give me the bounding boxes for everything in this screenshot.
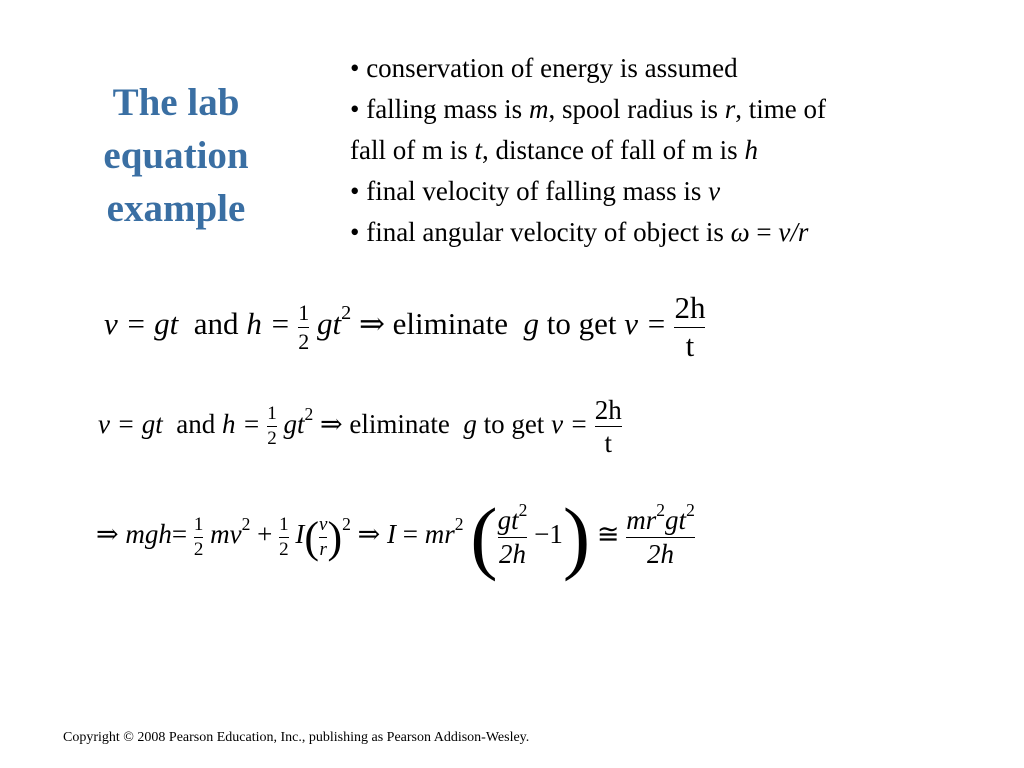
exponent: 2 xyxy=(454,514,464,535)
eq-v-gt: v = gt xyxy=(98,409,163,440)
right-paren: ) xyxy=(327,512,343,562)
eq-mr: mr xyxy=(424,519,455,550)
var-h: h xyxy=(744,135,758,165)
bullet-velocity xyxy=(350,171,990,212)
var-m: m xyxy=(528,94,549,124)
right-paren: ) xyxy=(562,491,591,582)
eq-h: h = xyxy=(221,409,261,440)
bullet-text: • final velocity of falling mass is xyxy=(350,176,709,206)
bullet-text: • final angular velocity of object is xyxy=(350,217,731,247)
var-v-over-r: v/r xyxy=(778,217,809,247)
fraction-2h-over-t: $\frac{2h}{t}$ xyxy=(594,395,622,459)
var-r: r xyxy=(724,94,736,124)
fraction-result: $\frac{mr^2gt^2}{2h}$ xyxy=(626,500,695,569)
eq-g: g xyxy=(523,306,540,342)
title-line-1: The lab xyxy=(112,81,240,124)
eq-eliminate: eliminate xyxy=(349,409,450,440)
equals-sign: = xyxy=(402,519,418,550)
eq-I: I xyxy=(386,519,396,550)
bullet-angular xyxy=(350,212,990,253)
eq-h: h = xyxy=(246,306,291,342)
eq-gt: gt xyxy=(283,409,305,440)
copyright-footer: Copyright © 2008 Pearson Education, Inc., publishing as Pearson Addison-Wesley. xyxy=(63,730,530,745)
fraction-half: $\frac{1}{2}$ xyxy=(193,513,204,560)
equals-sign: = xyxy=(749,217,779,247)
title-line-3: example xyxy=(106,187,246,230)
approx-symbol: ≅ xyxy=(596,519,620,550)
implies-symbol: ⇒ xyxy=(358,306,385,342)
fraction-2h-over-t: $\frac{2h}{t}$ xyxy=(674,290,706,363)
eq-I: I xyxy=(295,519,305,550)
exponent: 2 xyxy=(342,514,351,535)
equals-sign: = xyxy=(171,519,188,550)
var-v: v xyxy=(708,176,721,206)
bullet-text: , distance of fall of m is xyxy=(482,135,745,165)
fraction-v-over-r: $\frac{v}{r}$ xyxy=(319,513,328,560)
eq-mgh: mgh xyxy=(125,519,172,550)
slide-title xyxy=(60,76,292,235)
fraction-half: $\frac{1}{2}$ xyxy=(279,513,289,560)
exponent: 2 xyxy=(304,403,314,424)
eq-v: v = xyxy=(551,409,589,440)
eq-g: g xyxy=(463,409,477,440)
eq-and: and xyxy=(176,409,216,440)
eq-eliminate: eliminate xyxy=(392,306,509,342)
bullet-text: , spool radius is xyxy=(548,94,725,124)
fraction-gt2-over-2h: $\frac{gt^2}{2h}$ xyxy=(497,500,528,569)
exponent: 2 xyxy=(241,514,251,535)
bullet-text: , time of xyxy=(735,94,826,124)
eq-gt: gt xyxy=(316,306,342,342)
bullet-text: fall of m is xyxy=(350,135,475,165)
implies-symbol: ⇒ xyxy=(319,409,343,440)
bullet-list xyxy=(350,48,990,253)
bullet-variables-cont xyxy=(350,130,990,171)
eq-mv: mv xyxy=(210,519,242,550)
equation-small xyxy=(98,396,622,458)
bullet-variables xyxy=(350,89,990,130)
plus-sign: + xyxy=(257,519,273,550)
bullet-energy: • conservation of energy is assumed xyxy=(350,53,738,83)
fraction-half: $\frac{1}{2}$ xyxy=(298,300,310,354)
equation-moment-of-inertia xyxy=(96,490,695,584)
exponent: 2 xyxy=(341,302,352,325)
eq-to-get: to get xyxy=(483,409,545,440)
eq-v-gt: v = gt xyxy=(104,306,179,342)
implies-symbol: ⇒ xyxy=(357,519,381,550)
var-omega: ω xyxy=(730,217,750,247)
left-paren: ( xyxy=(470,491,498,582)
bullet-text: • falling mass is xyxy=(350,94,529,124)
equation-large xyxy=(104,292,705,362)
minus-one: −1 xyxy=(534,519,563,550)
eq-v: v = xyxy=(624,306,667,342)
left-paren: ( xyxy=(304,512,319,562)
var-t: t xyxy=(474,135,482,165)
title-line-2: equation xyxy=(103,134,249,177)
fraction-half: $\frac{1}{2}$ xyxy=(267,403,277,450)
eq-to-get: to get xyxy=(546,306,617,342)
eq-and: and xyxy=(193,306,239,342)
implies-symbol: ⇒ xyxy=(96,519,119,550)
